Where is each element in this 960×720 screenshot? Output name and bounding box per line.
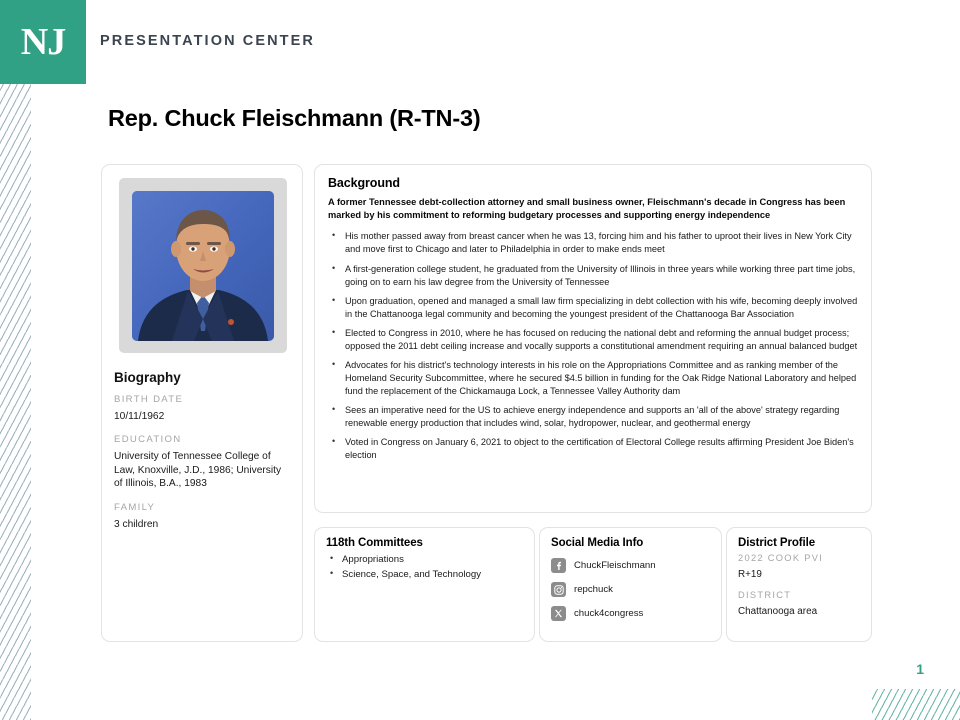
district-profile-heading: District Profile <box>738 537 816 549</box>
background-bullet-list <box>328 230 858 462</box>
list-item: • His mother passed away from breast cancer when he was 13, forcing him and his father to uproot their lives in New York City and move first to Chicago and later to Philadelphia in order to make ends meet <box>328 230 858 256</box>
left-diagonal-hatch-decoration <box>0 84 31 720</box>
background-heading: Background <box>328 176 400 190</box>
district-profile-card <box>726 527 872 642</box>
nj-logo-block <box>0 0 86 84</box>
list-item: • Sees an imperative need for the US to achieve energy independence and supports an 'all of the above' strategy regarding renewable energy production that includes wind, solar, hydropower, nuclear, and geothermal energy <box>328 404 858 430</box>
biography-card <box>101 164 303 642</box>
list-item: • Elected to Congress in 2010, where he has focused on reducing the national debt and reforming the annual budget process; opposed the 2011 debt ceiling increase and vocally supports a constitutional amendment requiring an annual balanced budget <box>328 327 858 353</box>
committees-heading: 118th Committees <box>326 537 423 549</box>
birth-date-value: 10/11/1962 <box>114 411 165 422</box>
list-item: • Science, Space, and Technology <box>326 568 523 582</box>
list-item: • Voted in Congress on January 6, 2021 to object to the certification of Electoral College results affirming President Joe Biden's election <box>328 436 858 462</box>
portrait-illustration <box>132 191 274 341</box>
instagram-handle: repchuck <box>574 584 613 595</box>
facebook-icon[interactable] <box>551 558 566 573</box>
biography-body <box>114 370 292 542</box>
social-row-x[interactable] <box>551 606 710 621</box>
facebook-handle: ChuckFleischmann <box>574 560 656 571</box>
district-label: DISTRICT <box>738 590 792 601</box>
social-media-card <box>539 527 722 642</box>
page-number: 1 <box>916 661 924 677</box>
list-item: • Advocates for his district's technology interests in his role on the Appropriations Committee and as ranking member of the Homeland Security Subcommittee, where he secured $4.5 billion in funding for the Oak Ridge National Laboratory and helped fund the replacement of the Chickamauga Lock, a Tennessee Valley Authority dam <box>328 359 858 398</box>
portrait-photo <box>132 191 274 341</box>
list-item: • Upon graduation, opened and managed a small law firm specializing in debt collection with his wife, becoming deeply involved in the Chattanooga legal community and becoming the youngest president of the Chattanooga Bar Association <box>328 295 858 321</box>
instagram-icon[interactable] <box>551 582 566 597</box>
list-item: • Appropriations <box>326 553 523 567</box>
committees-card <box>314 527 535 642</box>
portrait-frame <box>119 178 287 353</box>
birth-date-label: BIRTH DATE <box>114 394 184 405</box>
background-card <box>314 164 872 513</box>
social-row-instagram[interactable] <box>551 582 710 597</box>
x-twitter-icon[interactable] <box>551 606 566 621</box>
family-label: FAMILY <box>114 501 156 513</box>
nj-logo-text: NJ <box>20 21 66 63</box>
page-title: Rep. Chuck Fleischmann (R-TN-3) <box>108 105 481 131</box>
background-lead: A former Tennessee debt-collection attorney and small business owner, Fleischmann's decade in Congress has been marked by his commitment to reforming budgetary processes and supporting energy independence <box>328 197 846 221</box>
biography-heading: Biography <box>114 370 181 385</box>
committees-list <box>326 553 523 581</box>
district-value: Chattanooga area <box>738 606 818 618</box>
social-row-facebook[interactable] <box>551 558 710 573</box>
brand-title: PRESENTATION CENTER <box>100 33 315 49</box>
education-label: EDUCATION <box>114 434 182 446</box>
education-value: University of Tennessee College of Law, Knoxville, J.D., 1986; University of Illinois, B.A., 1983 <box>114 451 282 490</box>
bottom-right-diagonal-hatch-decoration <box>872 689 960 720</box>
cook-pvi-value: R+19 <box>738 569 762 580</box>
cook-pvi-label: 2022 COOK PVI <box>738 553 824 563</box>
x-handle: chuck4congress <box>574 608 644 619</box>
family-value: 3 children <box>114 518 159 530</box>
social-media-heading: Social Media Info <box>551 537 644 549</box>
list-item: • A first-generation college student, he graduated from the University of Illinois in three years while working three part time jobs, going on to earn his law degree from the University of Tennessee <box>328 263 858 289</box>
